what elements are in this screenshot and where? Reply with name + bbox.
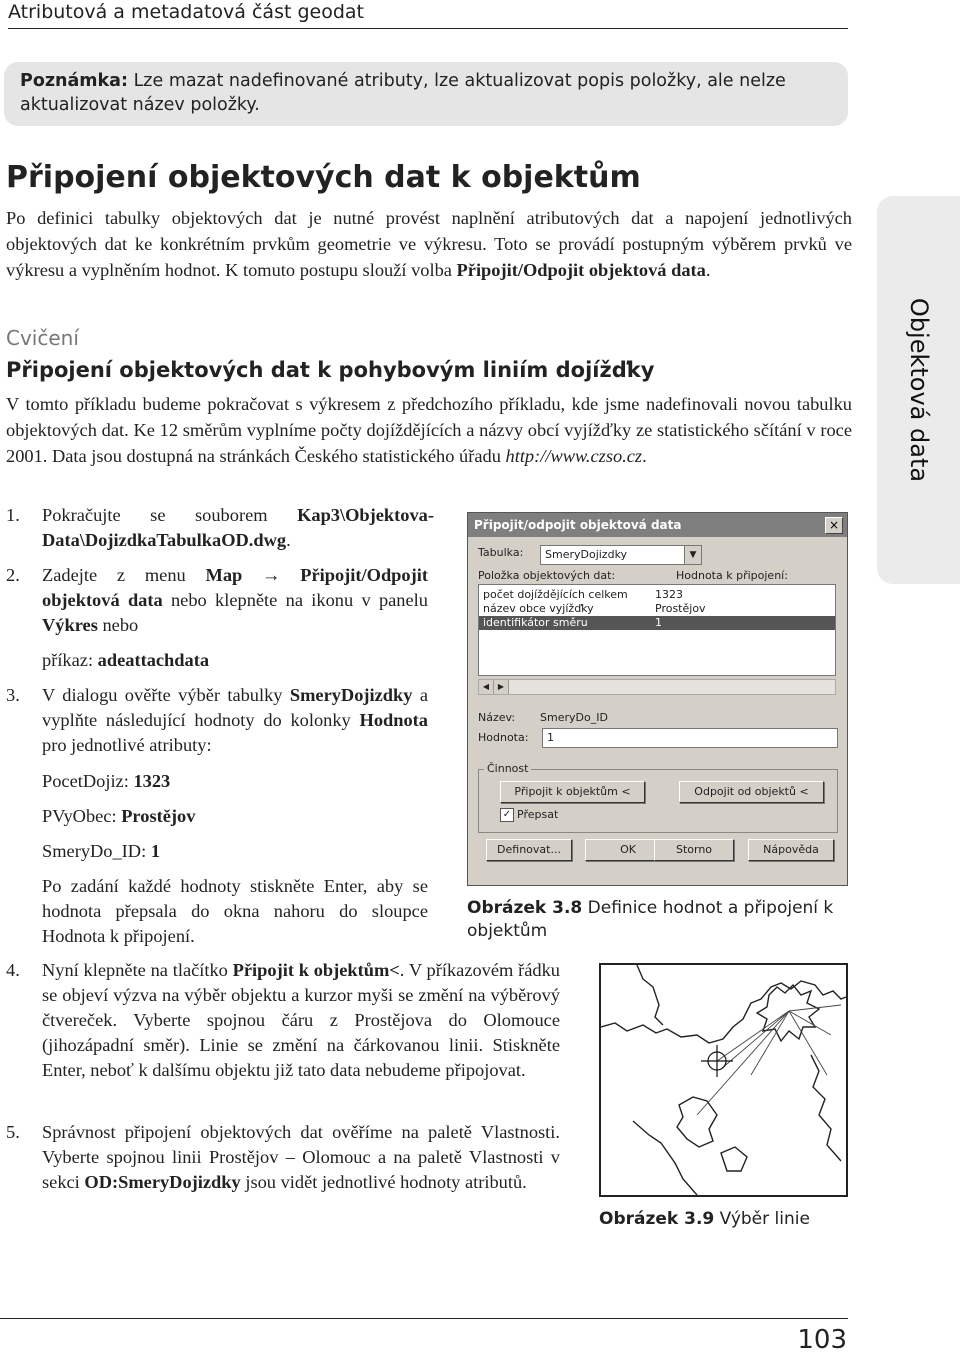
exercise-url: http://www.czso.cz bbox=[505, 446, 643, 466]
footer-rule bbox=[0, 1318, 848, 1319]
table-label: Tabulka: bbox=[478, 546, 524, 559]
horizontal-scrollbar[interactable] bbox=[478, 679, 836, 695]
chapter-tab bbox=[877, 196, 960, 584]
figure-3-8-caption bbox=[467, 897, 837, 943]
step-5-text-2: jsou vidět jednotlivé hodnoty atributů. bbox=[245, 1172, 527, 1192]
commute-line bbox=[751, 1011, 789, 1075]
step-5 bbox=[42, 1120, 560, 1195]
exercise-text bbox=[6, 391, 852, 469]
exercise-body: V tomto příkladu budeme pokračovat s výkresem z předchozího příkladu, kde jsme nadefinovali novou tabulku objektových dat. Ke 12 směrům vyplníme počty dojíždějících a názvy obcí vyjížďky ze statistického sčítání v roce 2001. Data jsou dostupná na stránkách Českého statistického úřadu bbox=[6, 394, 852, 466]
dialog-title: Připojit/odpojit objektová data bbox=[468, 513, 847, 537]
step-3-number: 3. bbox=[6, 685, 20, 705]
figure-3-9-caption bbox=[599, 1208, 810, 1231]
name-value: SmeryDo_ID bbox=[540, 711, 608, 724]
step-4-number: 4. bbox=[6, 960, 20, 980]
close-icon[interactable]: × bbox=[825, 517, 843, 534]
figure-3-8-label: Obrázek 3.8 bbox=[467, 898, 583, 918]
chevron-down-icon[interactable]: ▼ bbox=[684, 546, 701, 564]
define-button[interactable]: Definovat... bbox=[486, 839, 572, 861]
intro-end: . bbox=[705, 260, 711, 280]
step-2-panel: Výkres bbox=[42, 615, 98, 635]
step-3-table: SmeryDojizdky bbox=[289, 685, 413, 705]
step-2-command: Připojit/Odpojit objektová data bbox=[42, 565, 428, 610]
step-2-text-2: nebo klepněte na ikonu v panelu bbox=[170, 590, 428, 610]
step-4-text: Nyní klepněte na tlačítko bbox=[42, 960, 228, 980]
commute-line bbox=[721, 1011, 789, 1069]
intro-bold: Připojit/Odpojit objektová data bbox=[456, 260, 706, 280]
scroll-right-icon[interactable]: ▶ bbox=[494, 680, 509, 694]
col-item-header: Položka objektových dat: bbox=[478, 569, 616, 582]
commute-line bbox=[789, 1011, 827, 1075]
section-intro bbox=[6, 205, 852, 283]
menu-arrow-icon: → bbox=[262, 565, 281, 585]
name-label: Název: bbox=[478, 711, 516, 724]
step-1 bbox=[42, 503, 434, 553]
step-5-text: Správnost připojení objektových dat ověříme na paletě Vlastnosti. Vyberte spojnou linii Prostějov – Olomouc a na paletě Vlastnosti v sekci bbox=[42, 1122, 560, 1192]
east-boundary bbox=[811, 1055, 841, 1161]
commute-line bbox=[789, 1011, 831, 1035]
group-label: Činnost bbox=[484, 762, 531, 775]
attach-data-dialog bbox=[467, 512, 848, 886]
value-smerydo-id bbox=[42, 839, 160, 864]
item-value: Prostějov bbox=[655, 602, 706, 615]
line-selection-figure bbox=[599, 963, 848, 1197]
exercise-url-end: . bbox=[642, 446, 647, 466]
region-boundary bbox=[601, 981, 846, 1043]
value-label: Hodnota: bbox=[478, 731, 529, 744]
note-text: Lze mazat nadefinované atributy, lze aktualizovat popis položky, ale nelze aktualizovat název položky. bbox=[20, 71, 786, 115]
item-value: 1 bbox=[655, 616, 662, 629]
exercise-label: Cvičení bbox=[6, 326, 79, 350]
step-3-text: V dialogu ověřte výběr tabulky bbox=[42, 685, 283, 705]
commute-line bbox=[697, 1011, 789, 1115]
step-1-end: . bbox=[286, 530, 291, 550]
step-4-text-2: . V příkazovém řádku se objeví výzva na výběr objektu a kurzor myši se změní na výběrový čtvereček. Vyberte spojnou čáru z Prostějova do Olomouce (jihozápadní směr). Linie se změní na čárkovanou linii. Stiskněte Enter, neboť k dalšímu objektu již tato data nebudeme připojovat. bbox=[42, 960, 560, 1080]
attach-button[interactable]: Připojit k objektům < bbox=[500, 781, 645, 803]
step-2-text-3: nebo bbox=[102, 615, 139, 635]
help-button[interactable]: Nápověda bbox=[748, 839, 834, 861]
commute-line bbox=[789, 1005, 841, 1011]
value-pvyobec bbox=[42, 804, 195, 829]
value-val: Prostějov bbox=[121, 806, 196, 826]
value-key: PVyObec: bbox=[42, 806, 117, 826]
item-value: 1323 bbox=[655, 588, 683, 601]
col-value-header: Hodnota k připojení: bbox=[676, 569, 788, 582]
step-2-text: Zadejte z menu bbox=[42, 565, 186, 585]
step-4 bbox=[42, 958, 560, 1083]
step-2-command-line bbox=[42, 648, 209, 673]
overwrite-label: Přepsat bbox=[517, 808, 559, 821]
value-key: PocetDojiz: bbox=[42, 771, 129, 791]
table-select[interactable] bbox=[540, 545, 702, 565]
header-title: Atributová a metadatová část geodat bbox=[8, 1, 364, 23]
step-1-file: Kap3\Objektova-Data\DojizdkaTabulkaOD.dwg bbox=[42, 505, 434, 550]
command-name: adeattachdata bbox=[97, 650, 210, 670]
south-boundary bbox=[633, 1121, 697, 1195]
table-select-value: SmeryDojizdky bbox=[545, 548, 628, 561]
scroll-left-icon[interactable]: ◀ bbox=[479, 680, 494, 694]
value-val: 1 bbox=[150, 841, 161, 861]
attribute-list[interactable] bbox=[478, 584, 836, 676]
map-drawing bbox=[601, 965, 846, 1195]
detach-button[interactable]: Odpojit od objektů < bbox=[679, 781, 824, 803]
exercise-title: Připojení objektových dat k pohybovým liniím dojížďky bbox=[6, 358, 655, 382]
running-header bbox=[8, 0, 848, 29]
crosshair-icon bbox=[701, 1045, 733, 1077]
list-item[interactable] bbox=[479, 588, 835, 602]
region-boundary-2 bbox=[637, 965, 663, 1025]
step-1-number: 1. bbox=[6, 505, 20, 525]
item-name: počet dojíždějících celkem bbox=[483, 588, 628, 601]
page-number: 103 bbox=[797, 1325, 847, 1355]
step-2 bbox=[42, 563, 428, 638]
step-3-text-2: a vyplňte následující hodnoty do kolonky bbox=[42, 685, 428, 730]
ok-button[interactable]: OK bbox=[585, 839, 671, 861]
step-5-number: 5. bbox=[6, 1122, 20, 1142]
step-3-note: Po zadání každé hodnoty stiskněte Enter, aby se hodnota přepsala do okna nahoru do sloupce Hodnota k připojení. bbox=[42, 876, 428, 946]
list-item-selected[interactable] bbox=[479, 616, 835, 630]
step-4-button: Připojit k objektům< bbox=[232, 960, 400, 980]
value-pocetdojiz bbox=[42, 769, 170, 794]
item-name: identifikátor směru bbox=[483, 616, 588, 629]
command-label: příkaz: bbox=[42, 650, 94, 670]
step-2-number: 2. bbox=[6, 565, 20, 585]
step-3-column: Hodnota bbox=[359, 710, 428, 730]
small-region-2 bbox=[721, 1147, 747, 1171]
intro-text: Po definici tabulky objektových dat je nutné provést naplnění atributových dat a napojení jednotlivých objektových dat ke konkrétním prvkům geometrie ve výkresu. Toto se provádí postupným výběrem prvků ve výkresu a vyplněním hodnot. K tomuto postupu slouží volba bbox=[6, 208, 852, 280]
figure-3-9-text: Výběr linie bbox=[719, 1209, 810, 1229]
overwrite-checkbox[interactable]: ✓ bbox=[500, 808, 514, 822]
section-title: Připojení objektových dat k objektům bbox=[6, 160, 641, 195]
step-3-text-3: pro jednotlivé atributy: bbox=[42, 735, 212, 755]
small-region bbox=[677, 1097, 717, 1147]
note-box bbox=[4, 62, 848, 126]
figure-3-9-label: Obrázek 3.9 bbox=[599, 1209, 715, 1229]
step-3 bbox=[42, 683, 428, 758]
chapter-tab-label: Objektová data bbox=[905, 297, 933, 483]
list-item[interactable] bbox=[479, 602, 835, 616]
value-val: 1323 bbox=[133, 771, 171, 791]
step-5-section: OD:SmeryDojizdky bbox=[84, 1172, 241, 1192]
value-key: SmeryDo_ID: bbox=[42, 841, 147, 861]
note-label: Poznámka: bbox=[20, 71, 128, 91]
step-2-menu: Map bbox=[205, 565, 243, 585]
item-name: název obce vyjížďky bbox=[483, 602, 594, 615]
cancel-button[interactable]: Storno bbox=[654, 839, 734, 861]
step-1-text: Pokračujte se souborem bbox=[42, 505, 268, 525]
value-input[interactable]: 1 bbox=[542, 728, 838, 748]
figure-3-8-text: Definice hodnot a připojení k objektům bbox=[467, 898, 834, 941]
